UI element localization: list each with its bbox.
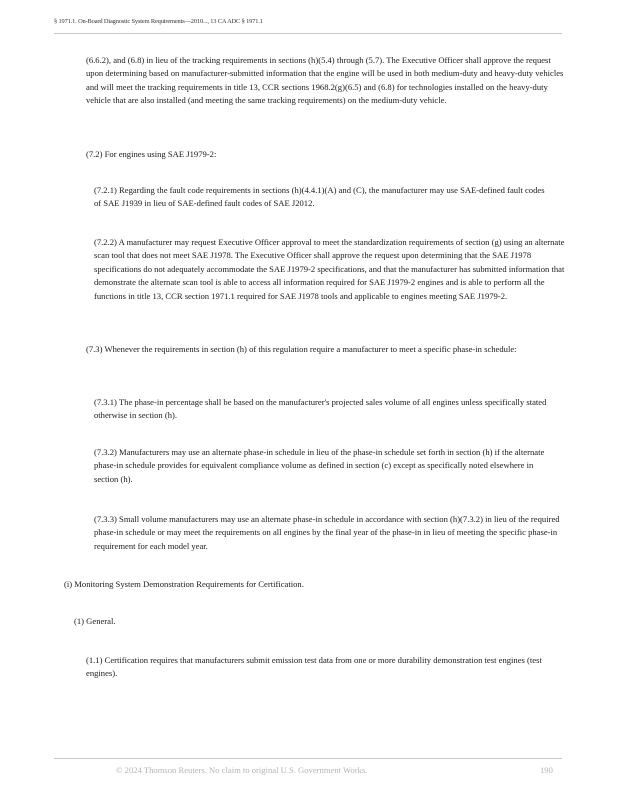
header-divider (54, 33, 562, 34)
paragraph-7-3-2: (7.3.2) Manufacturers may use an alternate phase-in schedule in lieu of the phase-in schedule set forth in section (h) if the alternate phase-in schedule provides for equivalent compliance volume as defined in section (c) except as specifically noted elsewhere in section (h). (94, 447, 545, 484)
paragraph-1-1: (1.1) Certification requires that manufacturers submit emission test data from one or more durability demonstration test engines (test engines). (86, 655, 542, 679)
running-header: § 1971.1. On-Board Diagnostic System Requirements—2010..., 13 CA ADC § 1971.1 (54, 18, 263, 25)
subsection-1-heading: (1) General. (74, 616, 116, 626)
footer-copyright: © 2024 Thomson Reuters. No claim to original U.S. Government Works. (116, 765, 368, 775)
section-i-heading: (i) Monitoring System Demonstration Requirements for Certification. (64, 579, 304, 589)
footer-divider (54, 758, 562, 759)
paragraph-7-3: (7.3) Whenever the requirements in section (h) of this regulation require a manufacturer to meet a specific phase-in schedule: (86, 344, 517, 354)
paragraph-6-6-2-continued: (6.6.2), and (6.8) in lieu of the tracking requirements in sections (h)(5.4) through (5.7). The Executive Officer shall approve the request upon determining based on manufacturer-submitted information that the engine will be used in both medium-duty and heavy-duty vehicles and will meet the tracking requirements in title 13, CCR sections 1968.2(g)(6.5) and (6.8) for technologies installed on the heavy-duty vehicle that are also installed (and meeting the same tracking requirements) on the medium-duty vehicle. (86, 55, 564, 106)
paragraph-7-2: (7.2) For engines using SAE J1979-2: (86, 149, 217, 159)
paragraph-7-2-2: (7.2.2) A manufacturer may request Executive Officer approval to meet the standardization requirements of section (g) using an alternate scan tool that does not meet SAE J1978. The Executive Officer shall approve the request upon determining that the SAE J1978 specifications do not adequately accommodate the SAE J1979-2 specifications, and that the manufacturer has submitted information that demonstrate the alternate scan tool is able to access all information required for SAE J1979-2 engines and is able to perform all the functions in title 13, CCR section 1971.1 required for SAE J1978 tools and applicable to engines meeting SAE J1979-2. (94, 237, 565, 301)
page-number: 190 (540, 765, 553, 775)
paragraph-7-3-3: (7.3.3) Small volume manufacturers may use an alternate phase-in schedule in accordance with section (h)(7.3.2) in lieu of the required phase-in schedule or may meet the requirements on all engines by the final year of the phase-in in lieu of meeting the specific phase-in requirement for each model year. (94, 514, 560, 551)
paragraph-7-2-1: (7.2.1) Regarding the fault code requirements in sections (h)(4.4.1)(A) and (C), the manufacturer may use SAE-defined fault codes of SAE J1939 in lieu of SAE-defined fault codes of SAE J2012. (94, 185, 545, 209)
paragraph-7-3-1: (7.3.1) The phase-in percentage shall be based on the manufacturer's projected sales volume of all engines unless specifically stated otherwise in section (h). (94, 397, 547, 421)
